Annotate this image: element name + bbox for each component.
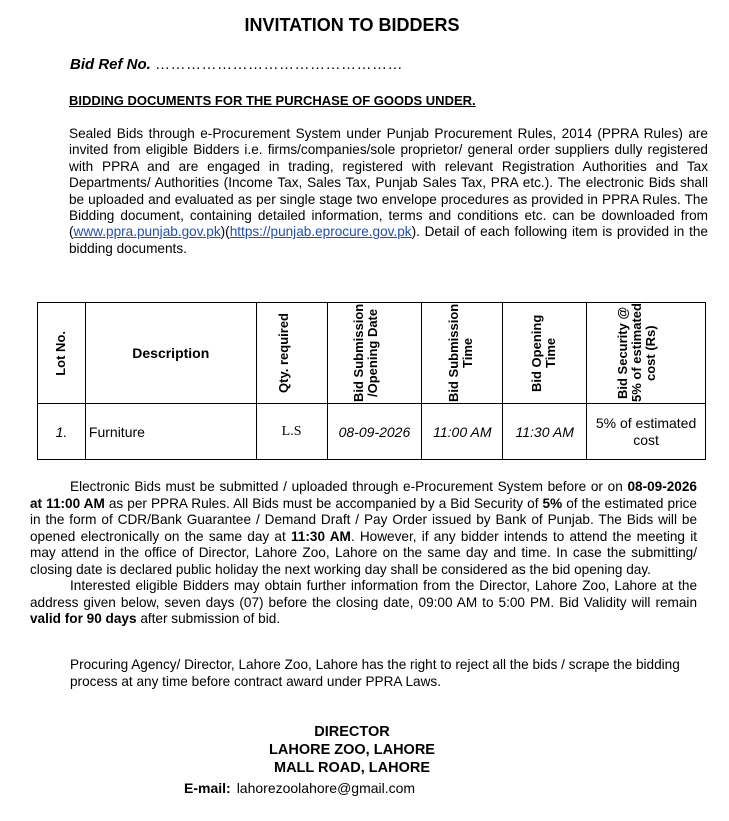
cell-description: Furniture	[85, 404, 256, 460]
signature-title: DIRECTOR	[314, 724, 390, 740]
ppra-link[interactable]: www.ppra.punjab.gov.pk	[73, 224, 221, 240]
header-opening-time: Bid Opening Time	[503, 303, 587, 404]
header-date: Bid Submission /Opening Date	[327, 303, 422, 404]
bid-ref-blank: …………………………………………	[155, 56, 404, 73]
contact-email	[184, 780, 415, 796]
signature-office: LAHORE ZOO, LAHORE	[269, 742, 435, 758]
table-row	[38, 404, 706, 460]
cell-submission-time: 11:00 AM	[422, 404, 503, 460]
bid-ref-line	[70, 56, 403, 73]
signature-address: MALL ROAD, LAHORE	[273, 760, 430, 776]
header-description: Description	[85, 303, 256, 404]
bid-ref-label: Bid Ref No.	[70, 56, 151, 73]
table-header-row	[38, 303, 706, 404]
intro-mid: )(	[220, 224, 230, 240]
terms-section	[30, 479, 697, 628]
cell-qty: L.S	[256, 404, 327, 460]
header-qty: Qty. required	[256, 303, 327, 404]
document-title: INVITATION TO BIDDERS	[244, 15, 460, 35]
intro-text: Sealed Bids through e-Procurement System under Punjab Procurement Rules, 2014 (PPRA Rules) are invited from eligible Bidders i.e. firms/companies/sole proprietor/ general order suppliers dully registered with PPRA and are engaged in trading, registered with relevant Registration Authorities and Tax Departments/ Authorities (Income Tax, Sales Tax, Punjab Sales Tax, PRA etc.). The electronic Bids shall be uploaded and evaluated as per single stage two envelope procedures as provided in PPRA Rules. The Bidding document, containing detailed information, terms and conditions etc. can be downloaded from (	[69, 126, 708, 240]
email-label: E-mail:	[184, 780, 231, 796]
intro-tail: ). Detail of each following item is provided in the bidding documents.	[69, 224, 708, 256]
cell-bid-security: 5% of estimated cost	[587, 404, 706, 460]
cell-date: 08-09-2026	[327, 404, 422, 460]
bid-items-table	[37, 302, 706, 460]
header-lot: Lot No.	[38, 303, 86, 404]
intro-paragraph	[69, 126, 708, 257]
email-address[interactable]: lahorezoolahore@gmail.com	[236, 780, 416, 796]
header-bid-security: Bid Security @ 5% of estimated cost (Rs)	[587, 303, 706, 404]
header-submission-time: Bid Submission Time	[422, 303, 503, 404]
information-paragraph: Interested eligible Bidders may obtain further information from the Director, Lahore Zoo, Lahore at the address given below, seven days (07) before the closing date, 09:00 AM to 5:00 PM. Bid Validity will remain valid for 90 days after submission of bid.	[30, 578, 697, 626]
rights-paragraph: Procuring Agency/ Director, Lahore Zoo, Lahore has the right to reject all the bids / scrape the bidding process at any time before contract award under PPRA Laws.	[70, 657, 680, 689]
bidding-documents-heading: BIDDING DOCUMENTS FOR THE PURCHASE OF GOODS UNDER.	[69, 93, 476, 108]
cell-lot: 1.	[38, 404, 86, 460]
eprocure-link[interactable]: https://punjab.eprocure.gov.pk	[229, 224, 412, 240]
submission-paragraph: Electronic Bids must be submitted / uploaded through e-Procurement System before or on 08-09-2026 at 11:00 AM as per PPRA Rules. All Bids must be accompanied by a Bid Security of 5% of the estimated price in the form of CDR/Bank Guarantee / Demand Draft / Pay Order issued by Bank of Punjab. The Bids will be opened electronically on the same day at 11:30 AM. However, if any bidder intends to attend the meeting it may attend in the office of Director, Lahore Zoo, Lahore on the same day and time. In case the submitting/ closing date is declared public holiday the next working day shall be considered as the bid opening day.	[30, 479, 698, 577]
cell-opening-time: 11:30 AM	[503, 404, 587, 460]
